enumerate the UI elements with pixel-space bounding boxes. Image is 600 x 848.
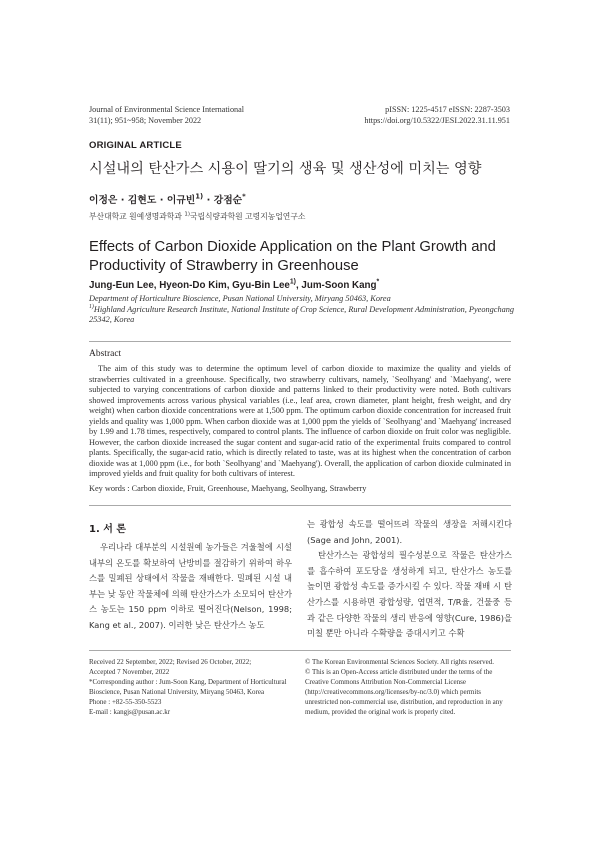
journal-volume: 31(11); 951~958; November 2022 bbox=[89, 116, 202, 125]
english-author-tail: , Jum-Soon Kang bbox=[295, 280, 377, 291]
corresponding-author: *Corresponding author : Jum-Soon Kang, Department of Horticultural Bioscience, Pusan National University, Miryang 50463, Korea bbox=[89, 678, 287, 696]
footer-license bbox=[305, 657, 515, 717]
korean-author-names: 이정은 · 김현도 · 이규빈 bbox=[89, 195, 196, 206]
korean-aff-sup: 1) bbox=[184, 211, 190, 218]
journal-info bbox=[89, 104, 244, 126]
email-address[interactable]: E-mail : kangjs@pusan.ac.kr bbox=[89, 708, 171, 716]
intro-paragraph-continued: 는 광합성 속도를 떨어뜨려 작물의 생장을 저해시킨다(Sage and John, 2001). bbox=[307, 519, 512, 545]
keywords-list: Carbon dioxide, Fruit, Greenhouse, Maehyang, Seolhyang, Strawberry bbox=[131, 484, 367, 493]
korean-aff-tail: 국립식량과학원 고령지농업연구소 bbox=[189, 212, 306, 221]
english-author-names: Jung-Eun Lee, Hyeon-Do Kim, Gyu-Bin Lee bbox=[89, 280, 290, 291]
intro-paragraph-2: 탄산가스는 광합성의 필수성분으로 작물은 탄산가스를 흡수하여 포도당을 생성하게 되고, 탄산가스 농도를 높이면 광합성 속도를 증가시킬 수 있다. 작물 재배 시 탄산가스를 시용하면 광합성량, 엽면적, T/R율, 건물중 등과 같은 다양한 작물의 생리 반응에 영향(Cure, 1986)을 미칠 뿐만 아니라 수확량을 증대시키고 수확 bbox=[307, 550, 512, 639]
english-aff1: Department of Horticulture Bioscience, Pusan National University, Miryang 50463, Korea bbox=[89, 294, 391, 303]
doi-link[interactable]: https://doi.org/10.5322/JESI.2022.31.11.951 bbox=[364, 116, 510, 125]
phone-number: Phone : +82-55-350-5523 bbox=[89, 698, 162, 706]
intro-left-column bbox=[89, 540, 292, 634]
english-authors bbox=[89, 280, 379, 291]
issn-numbers: pISSN: 1225-4517 eISSN: 2287-3503 bbox=[385, 105, 510, 114]
top-divider bbox=[89, 341, 511, 342]
korean-author-tail: · 강점순 bbox=[203, 195, 243, 206]
english-affiliations bbox=[89, 294, 519, 326]
abstract-divider bbox=[89, 505, 511, 506]
journal-name: Journal of Environmental Science International bbox=[89, 105, 245, 114]
korean-author-sup1: 1) bbox=[195, 192, 204, 201]
abstract-heading: Abstract bbox=[89, 349, 122, 359]
english-aff2-line bbox=[89, 305, 519, 326]
english-author-sup2: * bbox=[376, 278, 380, 286]
accepted-date: Accepted 7 November, 2022 bbox=[89, 668, 170, 676]
korean-title: 시설내의 탄산가스 시용이 딸기의 생육 및 생산성에 미치는 영향 bbox=[89, 161, 482, 177]
korean-author-sup2: * bbox=[242, 192, 246, 201]
issn-info bbox=[364, 104, 510, 126]
korean-authors bbox=[89, 192, 246, 206]
section-heading-introduction: 1. 서 론 bbox=[89, 524, 127, 535]
copyright-notice: © The Korean Environmental Sciences Society. All rights reserved. bbox=[305, 658, 495, 666]
english-aff2-sup: 1) bbox=[89, 303, 94, 310]
english-title: Effects of Carbon Dioxide Application on the Plant Growth and Productivity of Strawberry in Greenhouse bbox=[89, 239, 496, 274]
english-author-sup1: 1) bbox=[289, 278, 296, 286]
korean-affiliation bbox=[89, 211, 305, 222]
footer-correspondence bbox=[89, 657, 289, 717]
english-aff2: Highland Agriculture Research Institute, National Institute of Crop Science, Rural Development Administration, Pyeongchang 25342, Korea bbox=[89, 304, 515, 325]
korean-aff-main: 부산대학교 원예생명과학과 bbox=[89, 212, 185, 221]
footer-divider bbox=[89, 650, 511, 651]
abstract-body: The aim of this study was to determine the optimum level of carbon dioxide to maximize the quality and yields of strawberries cultivated in a greenhouse. Specifically, two strawberry cultivars, namely, `Seolhyang' and `Maehyang', were subjected to varying concentrations of carbon dioxide and patterns linked to their productivity were noted. Both cultivars showed improvements across various physical variables (i.e., leaf area, crown diameter, plant height, fresh weight, and dry weight) when carbon dioxide concentrations were at 1,500 ppm. The optimum carbon dioxide concentration for increased fruit yields and quality was 1,000 ppm. When carbon dioxide was at 1,000 ppm the yields of `Seolhyang' and `Maehyang' increased by 1.99 and 1.78 times, respectively, compared to control plants. The influence of carbon dioxide on fruit color was negligible. However, the carbon dioxide increased the sugar content and sugar-acid ratio of the experimental fruits compared to control plants. Specifically, the sugar-acid ratio, which is directly related to taste, was at its highest when the concentration of carbon dioxide was at 1,000 ppm (i.e., for both `Seolhyang' and `Maehyang'). Overall, the application of carbon dioxide culminated in improved yields and fruit quality for both cultivars of interest. bbox=[89, 364, 511, 479]
received-dates: Received 22 September, 2022; Revised 26 October, 2022; bbox=[89, 658, 252, 666]
intro-right-column bbox=[307, 517, 512, 642]
keywords bbox=[89, 484, 511, 493]
article-type: ORIGINAL ARTICLE bbox=[89, 140, 182, 151]
license-notice: © This is an Open-Access article distributed under the terms of the Creative Commons Attribution Non-Commercial License (http://creativecommons.org/licenses/by-nc/3.0) which permits unrestricted non-commercial use, distribution, and reproduction in any medium, provided the original work is properly cited. bbox=[305, 668, 503, 716]
intro-paragraph-1: 우리나라 대부분의 시설원예 농가들은 겨울철에 시설 내부의 온도를 확보하여 난방비를 절감하기 위하여 하우스를 밀폐된 상태에서 작물을 재배한다. 밀폐된 시설 내부는 낮 동안 작물체에 의해 탄산가스가 소모되어 탄산가스 농도는 150 ppm 이하로 떨어진다(Nelson, 1998; Kang et al., 2007). 이러한 낮은 탄산가스 농도 bbox=[89, 542, 292, 630]
keywords-label: Key words : bbox=[89, 484, 132, 493]
